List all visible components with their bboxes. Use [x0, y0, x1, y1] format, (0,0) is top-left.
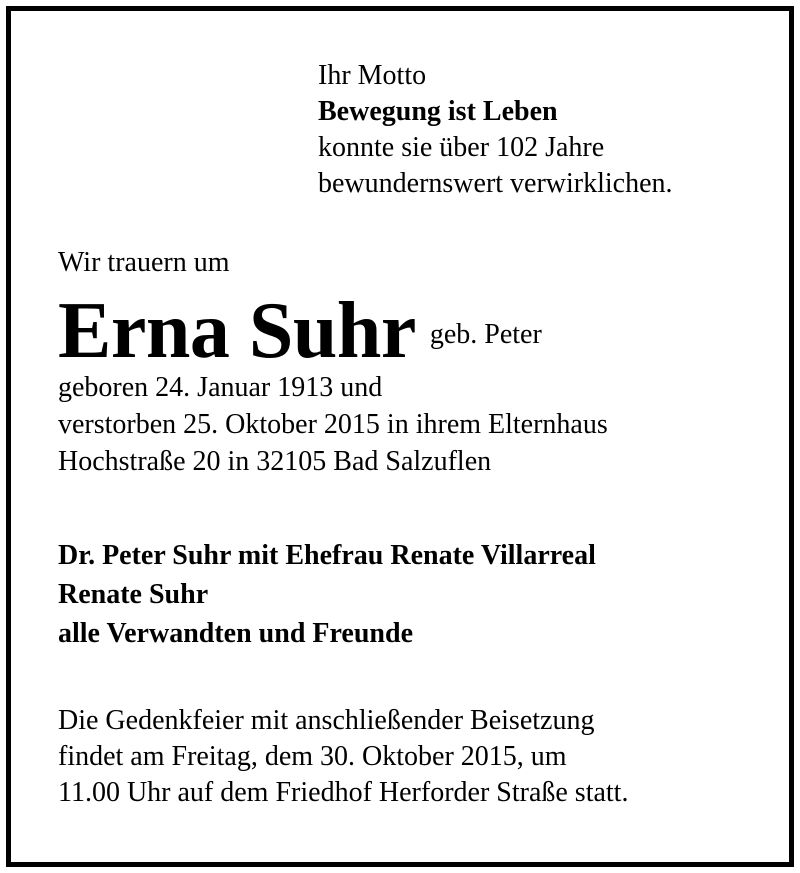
- maiden-name: geb. Peter: [429, 319, 542, 350]
- mourners-list: [58, 536, 596, 653]
- motto-line-4: bewundernswert verwirklichen.: [318, 168, 673, 199]
- funeral-line: 11.00 Uhr auf dem Friedhof Herforder Straße statt.: [58, 777, 629, 808]
- motto-saying: Bewegung ist Leben: [318, 96, 558, 127]
- death-line: verstorben 25. Oktober 2015 in ihrem Elternhaus: [58, 409, 608, 440]
- funeral-notice: [58, 703, 628, 811]
- address-line: Hochstraße 20 in 32105 Bad Salzuflen: [58, 446, 492, 477]
- mourner-line: Dr. Peter Suhr mit Ehefrau Renate Villarreal: [58, 540, 596, 571]
- funeral-line: Die Gedenkfeier mit anschließender Beisetzung: [58, 705, 595, 736]
- mourning-intro: Wir trauern um: [58, 247, 230, 278]
- mourner-line: alle Verwandten und Freunde: [58, 618, 413, 649]
- mourner-line: Renate Suhr: [58, 579, 209, 610]
- motto-line-3: konnte sie über 102 Jahre: [318, 132, 605, 163]
- life-dates: [58, 369, 608, 480]
- deceased-name: Erna Suhr: [58, 287, 416, 375]
- motto-label: Ihr Motto: [318, 60, 427, 91]
- birth-line: geboren 24. Januar 1913 und: [58, 372, 383, 403]
- deceased-name-row: [58, 286, 542, 376]
- motto-block: [318, 58, 673, 202]
- funeral-line: findet am Freitag, dem 30. Oktober 2015, um: [58, 741, 567, 772]
